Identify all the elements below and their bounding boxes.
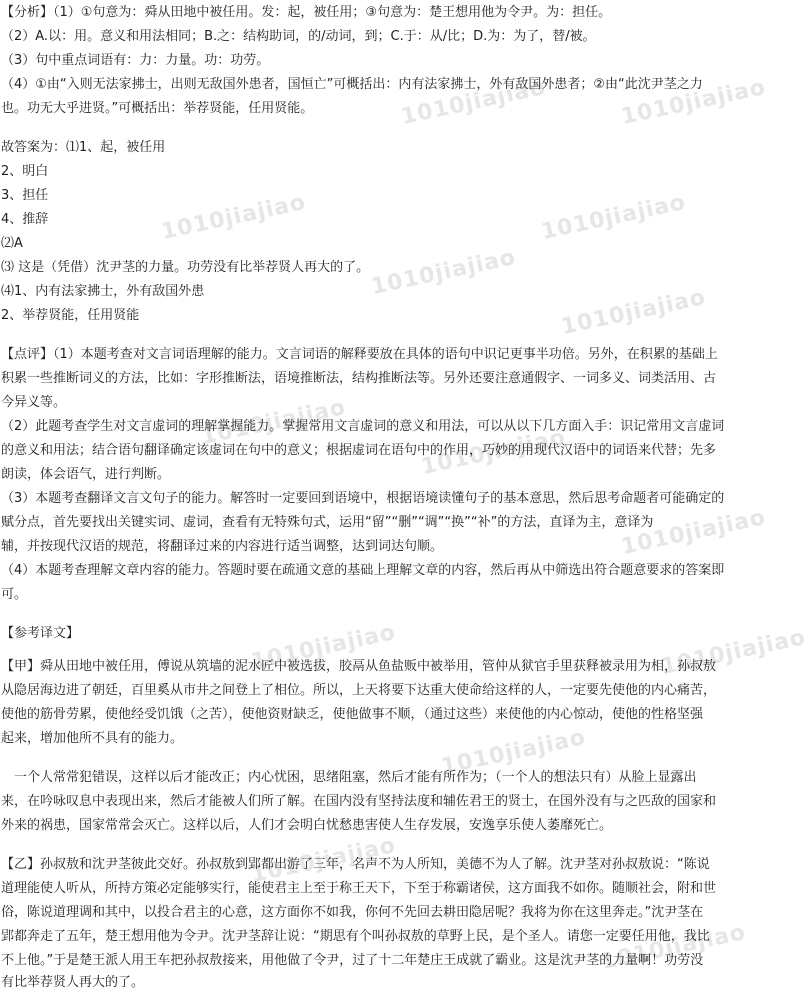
watermark: 1010jiajiao [369, 244, 519, 301]
watermark: 1010jiajiao [419, 424, 569, 481]
review-line: 朗读，体会语气，进行判断。 [1, 467, 171, 482]
watermark: 1010jiajiao [439, 724, 589, 781]
analysis-line: （3）句中重点词语有：力：力量。功：功劳。 [1, 53, 270, 68]
review-line: 辅，并按现代汉语的规范，将翻译过来的内容进行适当调整，达到词达句顺。 [1, 539, 444, 554]
watermark: 1010jiajiao [249, 619, 399, 676]
watermark: 1010jiajiao [159, 189, 309, 246]
review-line: 【点评】（1）本题考查对文言词语理解的能力。文言词语的解释要放在具体的语句中识记更事半功倍。另外，在积累的基础上 [1, 347, 718, 362]
review-line: 的意义和用法；结合语句翻译确定该虚词在句中的意义；根据虚词在语句中的作用，巧妙的用现代汉语中的词语来代替；先多 [1, 443, 717, 458]
translation-yi-line: 【乙】孙叔敖和沈尹茎彼此交好。孙叔敖到郢都出游了三年，名声不为人所知，美德不为人了解。沈尹茎对孙叔敖说：“陈说 [1, 857, 710, 872]
watermark: 1010jiajiao [199, 394, 349, 451]
watermark: 1010jiajiao [619, 504, 769, 561]
translation-jia-line: 起来，增加他所不具有的能力。 [1, 731, 184, 746]
review-line: （2）此题考查学生对文言虚词的理解掌握能力。掌握常用文言虚词的意义和用法，可以从以下几方面入手：识记常用文言虚词 [1, 419, 725, 434]
answer-line: ⑶ 这是（凭借）沈尹茎的力量。功劳没有比举荐贤人再大的了。 [1, 260, 370, 275]
watermark: 1010jiajiao [399, 74, 549, 131]
answer-line: 4、推辞 [1, 212, 49, 227]
translation-yi-line: 不上他。”于是楚王派人用王车把孙叔敖接来，用他做了令尹，过了十二年楚庄王成就了霸业。这是沈尹茎的力量啊！功劳没 [1, 953, 704, 968]
review-line: 积累一些推断词义的方法，比如：字形推断法，语境推断法，结构推断法等。另外还要注意通假字、一词多义、词类活用、古 [1, 371, 717, 386]
translation-jia-line: 外来的祸患，国家常常会灭亡。这样以后，人们才会明白忧愁患害使人生存发展，安逸享乐使人萎靡死亡。 [1, 818, 613, 833]
analysis-line: 也。功无大乎进贤。”可概括出：举荐贤能，任用贤能。 [1, 101, 314, 116]
watermark: 1010jiajiao [599, 919, 749, 976]
translation-jia-line: 【甲】舜从田地中被任用，傅说从筑墙的泥水匠中被选拔，胶鬲从鱼盐贩中被举用，管仲从狱官手里获释被录用为相，孙叔敖 [1, 659, 717, 674]
translation-yi-line: 有比举荐贤人再大的了。 [1, 975, 145, 990]
answer-line: 2、明白 [1, 164, 49, 179]
review-line: 赋分点，首先要找出关键实词、虚词，查看有无特殊句式，运用“留”“删”“调”“换”“补”的方法，直译为主，意译为 [1, 515, 654, 530]
answer-line: 2、举荐贤能，任用贤能 [1, 308, 140, 323]
answer-line: 故答案为：⑴1、起，被任用 [1, 140, 166, 155]
review-line: 可。 [1, 587, 28, 602]
watermark: 1010jiajiao [539, 189, 689, 246]
answer-line: ⑷1、内有法家拂士，外有敌国外患 [1, 284, 205, 299]
translation-yi-line: 郢都奔走了五年，楚王想用他为令尹。沈尹茎辞让说：“期思有个叫孙叔敖的草野上民，是个圣人。请您一定要任用他，我比 [1, 929, 710, 944]
translation-jia-line: 来，在吟咏叹息中表现出来，然后才能被人们所了解。在国内没有坚持法度和辅佐君王的贤士，在国外没有与之匹敌的国家和 [1, 794, 717, 809]
translation-yi-line: 道理能使人听从，所持方策必定能够实行，能使君主上至于称王天下，下至于称霸诸侯，这方面我不如你。随顺社会，附和世 [1, 881, 717, 896]
review-line: （3）本题考查翻译文言文句子的能力。解答时一定要回到语境中，根据语境读懂句子的基本意思，然后思考命题者可能确定的 [1, 491, 725, 506]
answer-line: ⑵A [1, 236, 23, 251]
watermark: 1010jiajiao [659, 624, 808, 681]
watermark: 1010jiajiao [249, 832, 399, 889]
translation-jia-line: 从隐居海边进了朝廷，百里奚从市井之间登上了相位。所以，上天将要下达重大使命给这样的人，一定要先使他的内心痛苦， [1, 683, 717, 698]
translation-yi-line: 俗，陈说道理调和其中，以投合君主的心意，这方面你不如我，你何不先回去耕田隐居呢？我将为你在这里奔走。”沈尹茎在 [1, 905, 704, 920]
analysis-line: （2）A.以：用。意义和用法相同；B.之：结构助词，的/动词，到；C.于：从/比；D.为：为了，替/被。 [1, 29, 596, 44]
review-line: 今异义等。 [1, 395, 67, 410]
watermark: 1010jiajiao [559, 284, 709, 341]
translation-heading: 【参考译文】 [1, 626, 80, 641]
review-line: （4）本题考查理解文章内容的能力。答题时要在疏通文意的基础上理解文章的内容，然后再从中筛选出符合题意要求的答案即 [1, 563, 725, 578]
answer-line: 3、担任 [1, 188, 49, 203]
analysis-line: 【分析】（1）①句意为：舜从田地中被任用。发：起，被任用；③句意为：楚王想用他为令尹。为：担任。 [1, 5, 612, 20]
translation-jia-line: 一个人常常犯错误，这样以后才能改正；内心忧困，思绪阻塞，然后才能有所作为；（一个人的想法只有）从脸上显露出 [1, 770, 697, 785]
watermark: 1010jiajiao [619, 74, 769, 131]
translation-jia-line: 使他的筋骨劳累，使他经受饥饿（之苦），使他资财缺乏，使他做事不顺，（通过这些）来使他的内心惊动，使他的性格坚强 [1, 707, 704, 722]
analysis-line: （4）①由“入则无法家拂士，出则无敌国外患者，国恒亡”可概括出：内有法家拂士，外有敌国外患者；②由“此沈尹茎之力 [1, 77, 703, 92]
